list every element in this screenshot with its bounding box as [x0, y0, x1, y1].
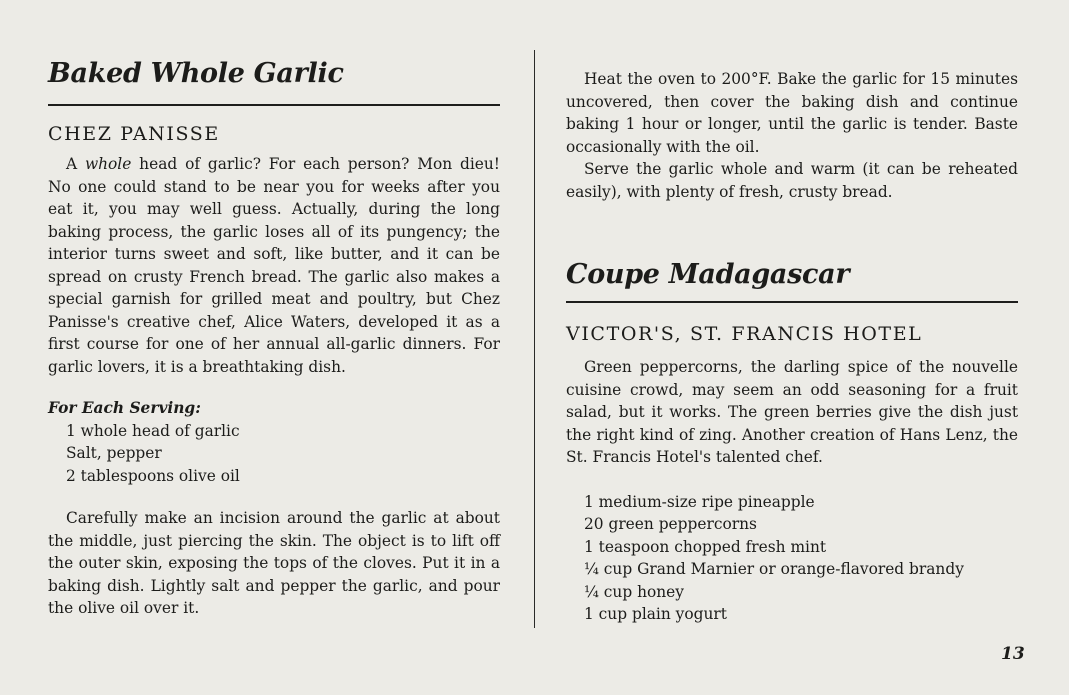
ingredient-item: ¼ cup honey	[584, 582, 684, 601]
intro-text: head of garlic? For each person? Mon dieu! No one could stand to be near you for weeks after you eat it, you may well guess. Actually, during the long baking process, the garlic loses all of its pungency; the interior turns sweet and soft, like butter, and it can be spread on crusty French bread. The garlic also makes a special garnish for grilled meat and poultry, but Chez Panisse's creative chef, Alice Waters, developed it as a first course for one of her annual all-garlic dinners. For garlic lovers, it is a breathtaking dish.	[48, 155, 500, 376]
title-rule	[48, 104, 500, 106]
column-divider	[534, 50, 535, 628]
recipe-intro	[48, 153, 500, 378]
ingredient-item: 2 tablespoons olive oil	[66, 466, 240, 485]
restaurant-name: CHEZ PANISSE	[48, 123, 220, 146]
ingredient-item: Salt, pepper	[66, 444, 162, 463]
serving-note: Serve the garlic whole and warm (it can be reheated easily), with plenty of fresh, crusty bread.	[566, 160, 1018, 201]
right-column	[566, 68, 1018, 626]
ingredient-item: 1 cup plain yogurt	[584, 605, 727, 624]
ingredient-item: 1 teaspoon chopped fresh mint	[584, 537, 827, 556]
ingredient-list	[48, 420, 500, 488]
page-number: 13	[1001, 644, 1025, 664]
intro-emphasis: whole	[84, 155, 132, 174]
left-column	[48, 58, 500, 620]
title-rule	[566, 301, 1018, 303]
recipe-intro: Green peppercorns, the darling spice of the nouvelle cuisine crowd, may seem an odd seasoning for a fruit salad, but it works. The green berries give the dish just the right kind of zing. Another creation of Hans Lenz, the St. Francis Hotel's talented chef.	[566, 358, 1018, 467]
method-continued: Heat the oven to 200°F. Bake the garlic for 15 minutes uncovered, then cover the baking dish and continue baking 1 hour or longer, until the garlic is tender. Baste occasionally with the oil.	[566, 70, 1018, 156]
ingredient-list	[566, 491, 1018, 626]
recipe-method: Carefully make an incision around the garlic at about the middle, just piercing the skin. The object is to lift off the outer skin, exposing the tops of the cloves. Put it in a baking dish. Lightly salt and pepper the garlic, and pour the olive oil over it.	[48, 509, 500, 618]
intro-lead: A	[66, 155, 85, 174]
servings-label: For Each Serving:	[48, 399, 201, 418]
ingredient-item: 1 whole head of garlic	[66, 421, 240, 440]
recipe-title: Coupe Madagascar	[566, 259, 850, 290]
ingredient-item: ¼ cup Grand Marnier or orange-flavored brandy	[584, 560, 964, 579]
recipe-title: Baked Whole Garlic	[48, 58, 344, 89]
ingredient-item: 20 green peppercorns	[584, 515, 757, 534]
ingredient-item: 1 medium-size ripe pineapple	[584, 492, 815, 511]
restaurant-name: VICTOR'S, ST. FRANCIS HOTEL	[566, 323, 923, 346]
